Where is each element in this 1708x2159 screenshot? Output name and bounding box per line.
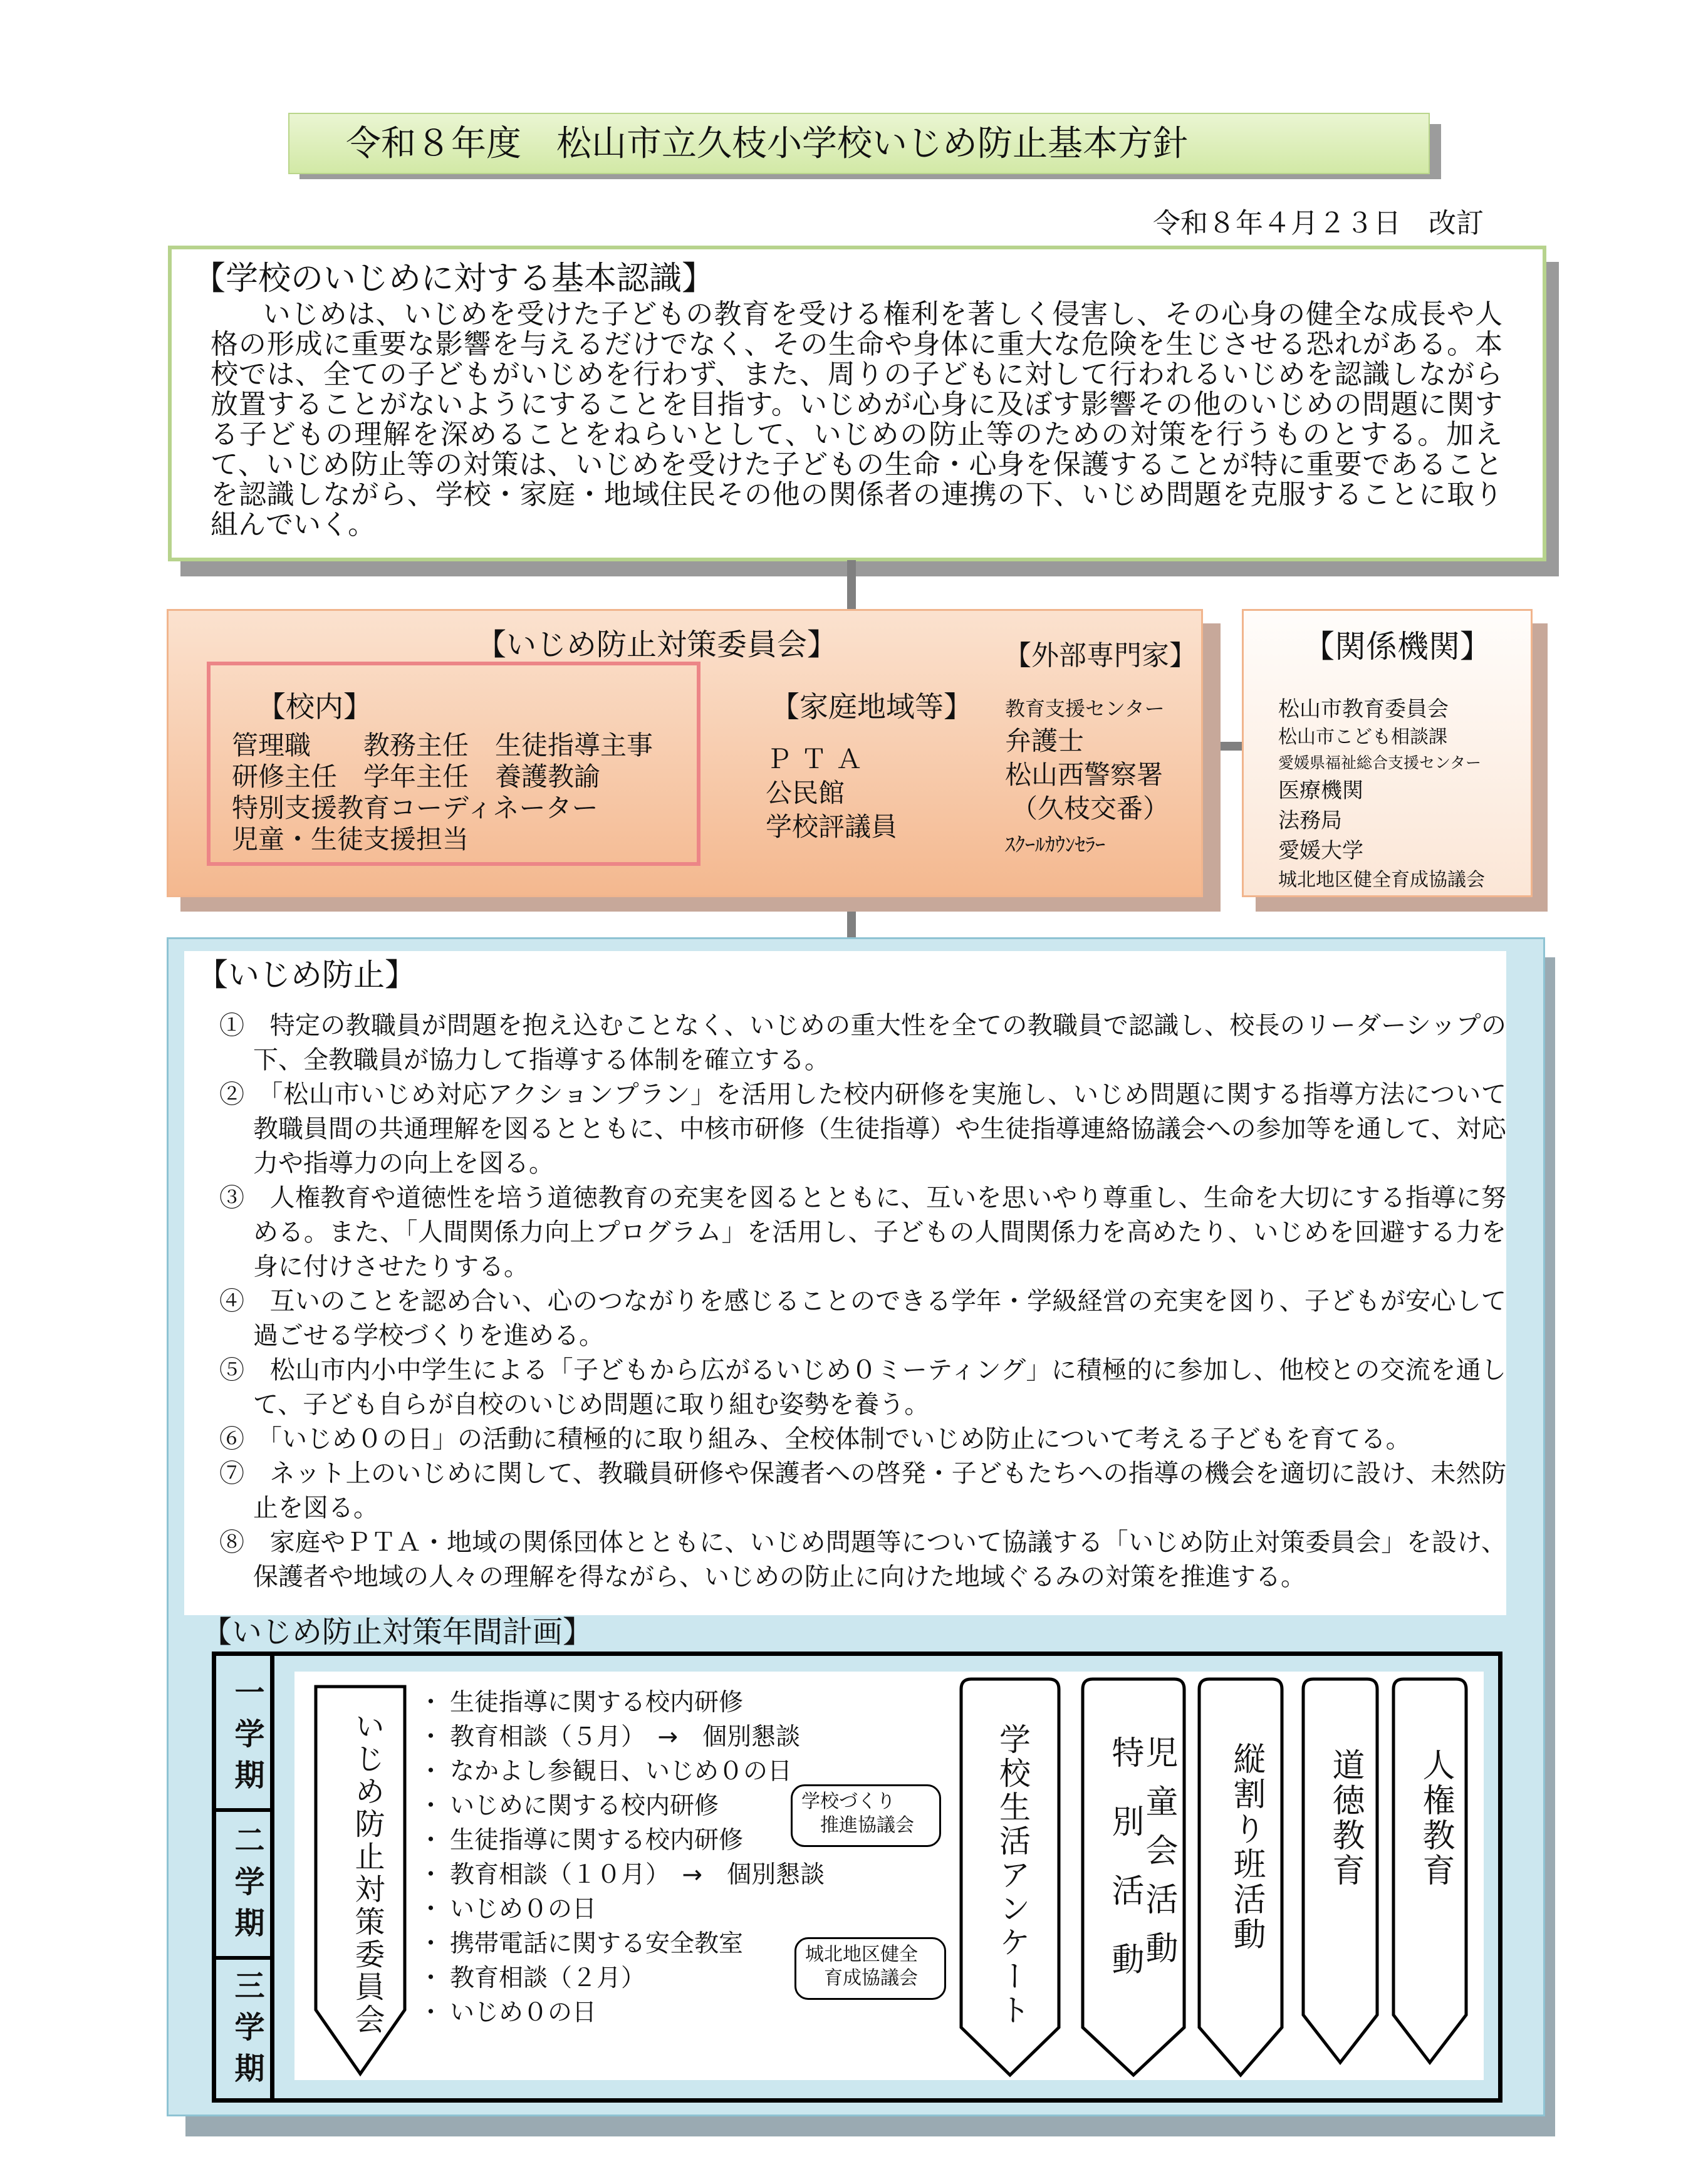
- prevention-item: ① 特定の教職員が問題を抱え込むことなく、いじめの重大性を全ての教職員で認識し、校長のリーダーシップの下、全教職員が協力して指導する体制を確立する。: [219, 1011, 1506, 1074]
- term-divider: [212, 1956, 270, 1960]
- annual-plan-heading: 【いじめ防止対策年間計画】: [202, 1615, 593, 1650]
- related-item: 愛媛県福祉総合支援センター: [1278, 754, 1482, 772]
- term-divider: [212, 1808, 270, 1812]
- special-activity-label-a: 特別活動: [1106, 1735, 1143, 2011]
- related-item: 城北地区健全育成協議会: [1278, 869, 1485, 891]
- external-member: （久枝交番）: [1011, 793, 1170, 824]
- related-heading: 【関係機関】: [1303, 628, 1491, 665]
- activity-list: [419, 1685, 825, 2030]
- external-member: 弁護士: [1005, 726, 1085, 756]
- home-member: 学校評議員: [766, 811, 898, 842]
- activity-item: ・ 携帯電話に関する安全教室: [419, 1930, 744, 1958]
- related-item: 法務局: [1278, 808, 1342, 833]
- related-item: 愛媛大学: [1278, 838, 1363, 863]
- related-item: 松山市こども相談課: [1278, 726, 1447, 748]
- prevention-heading: 【いじめ防止】: [197, 957, 416, 993]
- activity-item: ・ 生徒指導に関する校内研修: [419, 1688, 744, 1717]
- term-1: 一学期: [229, 1677, 264, 1801]
- activity-item: ・ いじめ０の日: [419, 1895, 597, 1923]
- activity-item: ・ 教育相談（１０月） → 個別懇談: [419, 1861, 825, 1889]
- home-heading: 【家庭地域等】: [771, 690, 972, 724]
- activity-item: ・ いじめ０の日: [419, 1999, 597, 2027]
- home-member: ＰＴＡ: [766, 744, 872, 774]
- recognition-body: いじめは、いじめを受けた子どもの教育を受ける権利を著しく侵害し、その心身の健全な成長や人格の形成に重要な影響を与えるだけでなく、その生命や身体に重大な危険を生じさせる恐れがある。本校では、全ての子どもがいじめを行わず、また、周りの子どもに対して行われるいじめを認識しながら放置することがないようにすることを目指す。いじめが心身に及ぼす影響その他のいじめの問題に関する子どもの理解を深めることをねらいとして、いじめの防止等のための対策を行うものとする。加えて、いじめ防止等の対策は、いじめを受けた子どもの生命・心身を保護することが特に重要であることを認識しながら、学校・家庭・地域住民その他の関係者の連携の下、いじめ問題を克服することに取り組んでいく。: [211, 298, 1502, 541]
- special-activity-label-b: 児童会活動: [1140, 1735, 1177, 1980]
- prevention-item: ⑥ 「いじめ０の日」の活動に積極的に取り組み、全校体制でいじめ防止について考える子どもを育てる。: [219, 1425, 1411, 1454]
- revision-date: 令和８年４月２３日 改訂: [1153, 207, 1484, 239]
- school-heading: 【校内】: [257, 690, 372, 724]
- activity-item: ・ 教育相談（５月） → 個別懇談: [419, 1723, 801, 1751]
- prevention-list: [219, 1009, 1506, 1595]
- activity-item: ・ 教育相談（２月）: [419, 1964, 646, 1992]
- home-members: [766, 742, 897, 844]
- moral-label: 道徳教育: [1326, 1748, 1364, 1888]
- tate-label: 縦割り班活動: [1227, 1742, 1265, 1952]
- committee-heading: 【いじめ防止対策委員会】: [476, 627, 838, 662]
- school-members: 管理職 教務主任 生徒指導主事 研修主任 学年主任 養護教諭 特別支援教育コーディネーター 児童・生徒支援担当: [232, 730, 654, 855]
- note-joho-council: 城北地区健全 育成協議会: [794, 1937, 946, 2000]
- note-school-council: 学校づくり 推進協議会: [791, 1784, 941, 1847]
- term-column: [212, 1652, 274, 2103]
- activity-item: ・ なかよし参観日、いじめ０の日: [419, 1757, 793, 1786]
- connector-top: [847, 560, 856, 610]
- committee-arrow-label: いじめ防止対策委員会: [350, 1710, 385, 2036]
- recognition-heading: 【学校のいじめに対する基本認識】: [193, 260, 715, 298]
- external-member: 教育支援センター: [1005, 697, 1165, 721]
- prevention-item: ⑤ 松山市内小中学生による「子どもから広がるいじめ０ミーティング」に積極的に参加し、他校との交流を通して、子ども自らが自校のいじめ問題に取り組む姿勢を養う。: [219, 1356, 1506, 1419]
- external-members: [1005, 693, 1169, 863]
- related-item: 松山市教育委員会: [1278, 697, 1449, 722]
- prevention-item: ⑧ 家庭やＰＴＡ・地域の関係団体とともに、いじめ問題等について協議する「いじめ防止対策委員会」を設け、保護者や地域の人々の理解を得ながら、いじめの防止に向けた地域ぐるみの対策を推進する。: [219, 1528, 1506, 1591]
- term-3: 三学期: [229, 1970, 264, 2094]
- activity-item: ・ 生徒指導に関する校内研修: [419, 1826, 744, 1855]
- related-list: [1278, 694, 1485, 895]
- special-activity-labels: [1101, 1735, 1177, 2011]
- prevention-item: ② 「松山市いじめ対応アクションプラン」を活用した校内研修を実施し、いじめ問題に関する指導方法について教職員間の共通理解を図るとともに、中核市研修（生徒指導）や生徒指導連絡協議会への参加等を通して、対応力や指導力の向上を図る。: [219, 1080, 1506, 1178]
- survey-label: 学校生活アンケート: [994, 1723, 1031, 2027]
- prevention-item: ④ 互いのことを認め合い、心のつながりを感じることのできる学年・学級経営の充実を図り、子どもが安心して過ごせる学校づくりを進める。: [219, 1287, 1506, 1350]
- page-title: 令和８年度 松山市立久枝小学校いじめ防止基本方針: [288, 113, 1430, 174]
- related-item: 医療機関: [1278, 778, 1363, 803]
- term-2: 二学期: [229, 1824, 264, 1948]
- prevention-item: ③ 人権教育や道徳性を培う道徳教育の充実を図るとともに、互いを思いやり尊重し、生命を大切にする指導に努める。また、「人間関係力向上プログラム」を活用し、子どもの人間関係力を高めたり、いじめを回避する力を身に付けさせたりする。: [219, 1184, 1506, 1281]
- rights-label: 人権教育: [1417, 1748, 1454, 1888]
- activity-item: ・ いじめに関する校内研修: [419, 1792, 719, 1820]
- external-member: 松山西警察署: [1005, 759, 1164, 790]
- home-member: 公民館: [766, 778, 845, 808]
- external-member: ｽｸｰﾙｶｳﾝｾﾗｰ: [1005, 833, 1106, 856]
- prevention-item: ⑦ ネット上のいじめに関して、教職員研修や保護者への啓発・子どもたちへの指導の機会を適切に設け、未然防止を図る。: [219, 1459, 1506, 1522]
- external-heading: 【外部専門家】: [1004, 640, 1197, 672]
